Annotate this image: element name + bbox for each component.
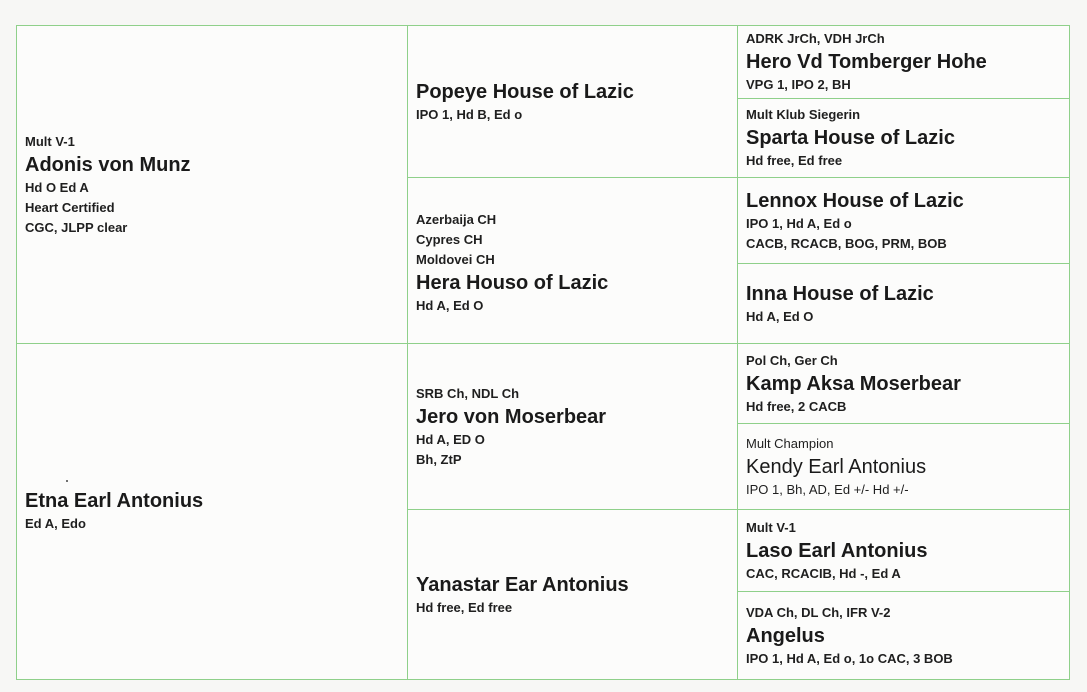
sire-titles: Mult V-1 — [25, 133, 75, 149]
pedigree-gen3-7 — [737, 509, 1070, 592]
g3-name: Sparta House of Lazic — [746, 127, 955, 149]
scan-speck — [66, 480, 68, 482]
sd-title: Cypres CH — [416, 231, 483, 247]
ds-title: SRB Ch, NDL Ch — [416, 385, 520, 401]
pedigree-gen3-1 — [737, 25, 1070, 99]
g3-note: Hd free, 2 CACB — [746, 398, 847, 414]
g3-note: IPO 1, Hd A, Ed o — [746, 215, 852, 231]
pedigree-gen3-3 — [737, 177, 1070, 264]
g3-titles: Pol Ch, Ger Ch — [746, 352, 838, 368]
pedigree-sire-sire — [407, 25, 738, 178]
g3-titles: Mult Klub Siegerin — [746, 107, 861, 122]
dam-name: Etna Earl Antonius — [25, 490, 204, 512]
pedigree-gen3-2 — [737, 98, 1070, 178]
pedigree-dam — [16, 343, 408, 680]
g3-name: Lennox House of Lazic — [746, 189, 964, 212]
dd-note: Hd free, Ed free — [416, 599, 513, 615]
ss-name: Popeye House of Lazic — [416, 80, 634, 103]
g3-note: IPO 1, Bh, AD, Ed +/- Hd +/- — [746, 481, 909, 497]
g3-note: Hd A, Ed O — [746, 308, 814, 324]
g3-name: Kendy Earl Antonius — [746, 455, 927, 478]
g3-note: CACB, RCACB, BOG, PRM, BOB — [746, 235, 947, 251]
pedigree-gen3-4 — [737, 263, 1070, 344]
pedigree-gen3-8 — [737, 591, 1070, 680]
sd-title: Moldovei CH — [416, 251, 495, 267]
pedigree-gen3-6 — [737, 423, 1070, 510]
dd-name: Yanastar Ear Antonius — [416, 573, 629, 596]
g3-note: Hd free, Ed free — [746, 153, 843, 168]
sire-name: Adonis von Munz — [25, 153, 191, 176]
pedigree-gen3-5 — [737, 343, 1070, 424]
sd-note: Hd A, Ed O — [416, 297, 484, 313]
pedigree-dam-dam — [407, 509, 738, 680]
g3-note: VPG 1, IPO 2, BH — [746, 77, 851, 92]
ss-note: IPO 1, Hd B, Ed o — [416, 106, 523, 122]
ds-note: Bh, ZtP — [416, 451, 462, 467]
sire-note: Heart Certified — [25, 199, 115, 215]
g3-titles: Mult Champion — [746, 435, 834, 451]
g3-titles: Mult V-1 — [746, 519, 796, 535]
g3-name: Laso Earl Antonius — [746, 539, 928, 562]
pedigree-sire — [16, 25, 408, 344]
dam-note: Ed A, Edo — [25, 516, 86, 531]
g3-name: Angelus — [746, 624, 825, 647]
sire-note: Hd O Ed A — [25, 179, 89, 195]
g3-titles: VDA Ch, DL Ch, IFR V-2 — [746, 604, 891, 620]
sire-note: CGC, JLPP clear — [25, 219, 128, 235]
g3-note: IPO 1, Hd A, Ed o, 1o CAC, 3 BOB — [746, 650, 953, 666]
pedigree-dam-sire — [407, 343, 738, 510]
g3-name: Hero Vd Tomberger Hohe — [746, 51, 987, 73]
ds-name: Jero von Moserbear — [416, 405, 607, 428]
g3-name: Inna House of Lazic — [746, 282, 934, 305]
sd-title: Azerbaija CH — [416, 211, 497, 227]
g3-note: CAC, RCACIB, Hd -, Ed A — [746, 565, 901, 581]
g3-name: Kamp Aksa Moserbear — [746, 372, 961, 395]
sd-name: Hera Houso of Lazic — [416, 271, 609, 294]
ds-note: Hd A, ED O — [416, 431, 485, 447]
pedigree-sire-dam — [407, 177, 738, 344]
g3-titles: ADRK JrCh, VDH JrCh — [746, 31, 885, 46]
